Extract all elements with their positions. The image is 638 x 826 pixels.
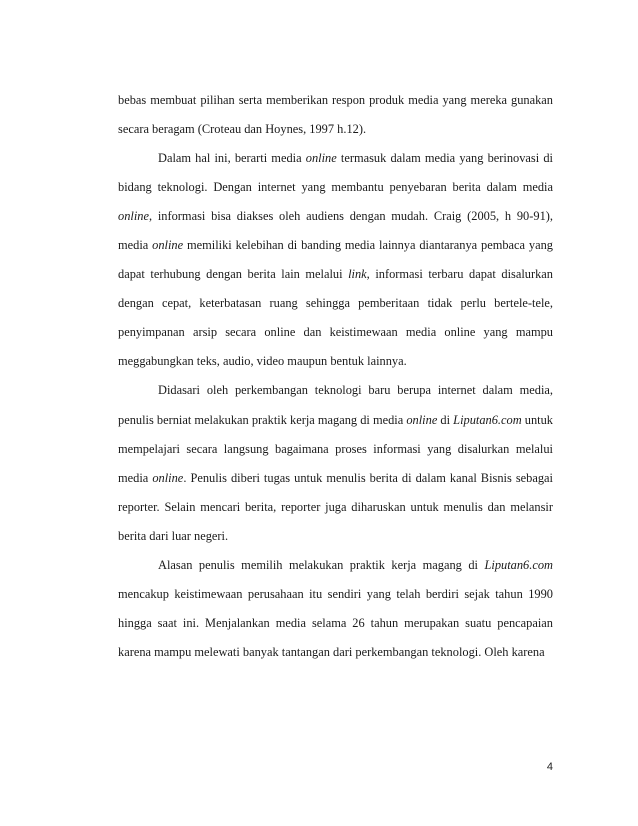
text-segment: Didasari oleh perkembangan teknologi baru berupa internet dalam media, penulis berniat melakukan praktik kerja magang di media	[118, 383, 553, 427]
text-segment: Alasan penulis memilih melakukan praktik kerja magang di	[158, 557, 485, 572]
italic-term: link,	[348, 267, 370, 282]
italic-term: online	[152, 470, 184, 485]
italic-term: Liputan6.com	[484, 557, 553, 572]
text-segment: . Penulis diberi tugas untuk menulis berita di dalam kanal Bisnis sebagai reporter. Selain mencari berita, reporter juga diharuskan untuk menulis dan melansir berita dari luar negeri.	[118, 470, 553, 543]
italic-term: online	[118, 209, 149, 224]
page-number: 4	[546, 761, 553, 773]
text-segment: Dalam hal ini, berarti media	[158, 151, 306, 166]
text-segment: informasi terbaru dapat disalurkan dengan cepat, keterbatasan ruang sehingga pemberitaan tidak perlu bertele-tele, penyimpanan arsip secara online dan keistimewaan media online yang mampu meggabungkan teks, audio, video maupun bentuk lainnya.	[118, 267, 553, 369]
paragraph-1	[118, 86, 553, 144]
italic-term: online	[406, 412, 438, 427]
text-segment: bebas membuat pilihan serta memberikan respon produk media yang mereka gunakan secara beragam (Croteau dan Hoynes, 1997 h.12).	[118, 93, 553, 137]
text-segment: memiliki kelebihan di banding media lainnya diantaranya pembaca yang dapat terhubung dengan berita lain melalui	[118, 238, 553, 282]
paragraph-2	[118, 144, 553, 376]
italic-term: Liputan6.com	[453, 412, 522, 427]
text-segment: , informasi bisa diakses oleh audiens dengan mudah. Craig (2005, h 90-91), media	[118, 209, 553, 253]
text-segment: mencakup keistimewaan perusahaan itu sendiri yang telah berdiri sejak tahun 1990 hingga saat ini. Menjalankan media selama 26 tahun merupakan suatu pencapaian karena mampu melewati banyak tantangan dari perkembangan teknologi. Oleh karena	[118, 586, 553, 659]
paragraph-4	[118, 551, 553, 667]
italic-term: online	[305, 151, 337, 166]
italic-term: online	[152, 238, 184, 253]
text-segment: untuk mempelajari secara langsung bagaimana proses informasi yang disalurkan melalui media	[118, 412, 553, 485]
paragraph-3	[118, 376, 553, 550]
body-text	[118, 86, 553, 667]
text-segment: di	[437, 412, 454, 427]
text-segment: termasuk dalam media yang berinovasi di bidang teknologi. Dengan internet yang membantu penyebaran berita dalam media	[118, 151, 553, 195]
